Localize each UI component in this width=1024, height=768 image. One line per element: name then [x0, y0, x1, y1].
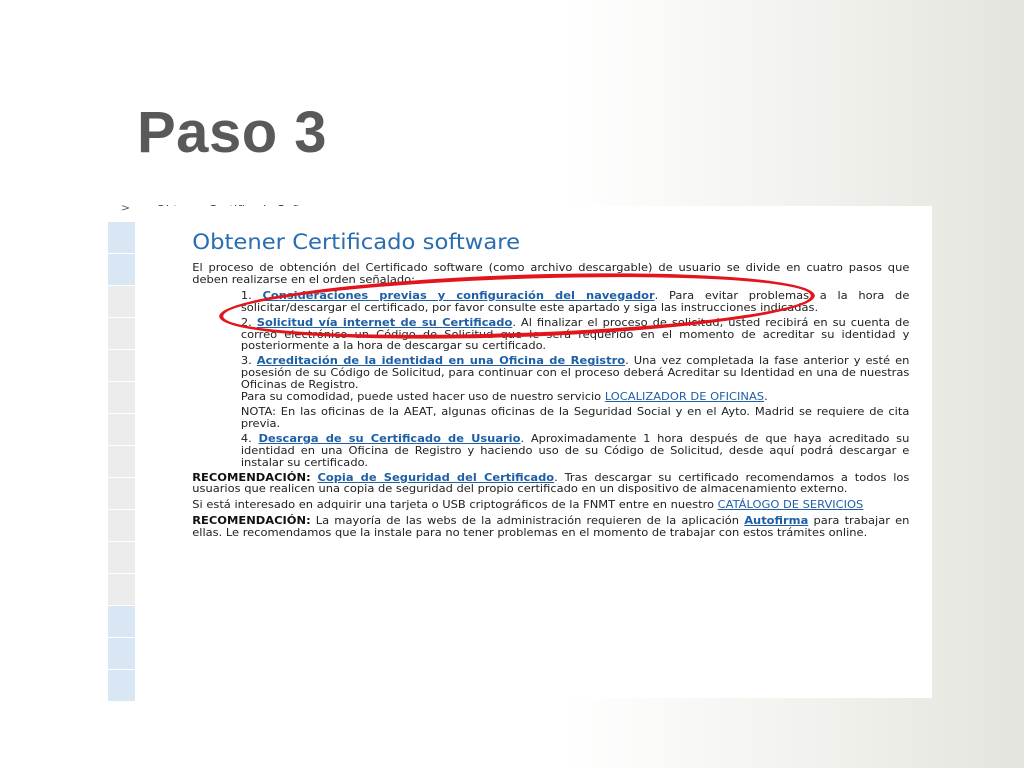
side-menu-item[interactable] — [108, 446, 135, 478]
side-menu-item[interactable] — [108, 382, 135, 414]
step-text: . Una vez completada la fase anterior y esté en posesión de su Código de Solicitud, para continuar con el proceso deberá Acreditar su Identidad en una de nuestras Oficinas de Registro. — [240, 355, 910, 392]
content-body — [192, 263, 909, 544]
side-menu-item[interactable] — [108, 510, 135, 542]
localizador-link[interactable]: LOCALIZADOR DE OFICINAS — [604, 391, 765, 404]
slide-title: Paso 3 — [137, 100, 327, 165]
step-number: 3. — [240, 355, 252, 368]
step-3 — [241, 356, 910, 392]
side-menu-item[interactable] — [108, 254, 135, 286]
tarjeta-text — [192, 500, 909, 512]
side-menu-item[interactable] — [108, 286, 135, 318]
side-menu-item[interactable] — [108, 606, 135, 638]
recommendation-backup — [192, 473, 909, 497]
step-text: . Aproximadamente 1 hora después de que haya acreditado su identidad en una Oficina de Registro y haciendo uso de su Código de Solicitud, desde aquí podrá descargar e instalar su certificado. — [240, 432, 910, 469]
step-1 — [241, 291, 910, 315]
side-menu — [108, 222, 135, 698]
main-content — [135, 206, 932, 698]
comodidad-text — [241, 392, 910, 404]
website-screenshot — [108, 198, 998, 698]
autofirma-link[interactable]: Autofirma — [744, 515, 809, 528]
step-3-link[interactable]: Acreditación de la identidad en una Oficina de Registro — [256, 355, 626, 368]
step-text: . Al finalizar el proceso de solicitud, usted recibirá en su cuenta de correo electrónico un Código de Solicitud que le será requerido en el momento de acreditar su identidad y posteriormente a la hora de descargar su certificado. — [240, 316, 910, 353]
step-1-link[interactable]: Consideraciones previas y configuración del navegador — [262, 289, 655, 302]
recommendation-label: RECOMENDACIÓN: — [192, 515, 311, 528]
recommendation-autofirma — [192, 516, 909, 540]
recommendation-text-end: para trabajar en ellas. Le recomendamos que la instale para no tener problemas en el momento de trabajar con estos trámites online. — [192, 515, 910, 540]
step-2 — [241, 318, 910, 354]
side-menu-item[interactable] — [108, 638, 135, 670]
step-number: 1. — [240, 289, 252, 302]
step-4-link[interactable]: Descarga de su Certificado de Usuario — [258, 432, 521, 445]
page-heading: Obtener Certificado software — [192, 230, 521, 254]
step-4 — [241, 434, 910, 470]
breadcrumb-separator: > — [120, 203, 131, 214]
backup-link[interactable]: Copia de Seguridad del Certificado — [317, 471, 555, 484]
comodidad-end: . — [764, 391, 768, 404]
nota-text: NOTA: En las oficinas de la AEAT, algunas oficinas de la Seguridad Social y en el Ayto. Madrid se requiere de cita previa. — [240, 405, 910, 430]
side-menu-item[interactable] — [108, 350, 135, 382]
recommendation-text: La mayoría de las webs de la administración requieren de la aplicación — [310, 515, 745, 528]
step-number: 2. — [240, 316, 252, 329]
side-menu-item[interactable] — [108, 542, 135, 574]
side-menu-item[interactable] — [108, 478, 135, 510]
tarjeta-label: Si está interesado en adquirir una tarjeta o USB criptográficos de la FNMT entre en nuestro — [192, 499, 718, 512]
side-menu-item[interactable] — [108, 414, 135, 446]
step-number: 4. — [240, 432, 252, 445]
side-menu-item[interactable] — [108, 318, 135, 350]
intro-text: El proceso de obtención del Certificado software (como archivo descargable) de usuario se divide en cuatro pasos que deben realizarse en el orden señalado: — [192, 262, 910, 286]
side-menu-item[interactable] — [108, 222, 135, 254]
recommendation-text: . Tras descargar su certificado recomendamos a todos los usuarios que realicen una copia de seguridad del propio certificado en un dispositivo de almacenamiento externo. — [192, 471, 910, 496]
recommendation-label: RECOMENDACIÓN: — [192, 471, 311, 484]
step-text: . Para evitar problemas a la hora de solicitar/descargar el certificado, por favor consulte este apartado y siga las instrucciones indicadas. — [240, 289, 910, 314]
catalogo-link[interactable]: CATÁLOGO DE SERVICIOS — [717, 499, 864, 512]
step-2-link[interactable]: Solicitud vía internet de su Certificado — [256, 316, 513, 329]
side-menu-item[interactable] — [108, 574, 135, 606]
comodidad-label: Para su comodidad, puede usted hacer uso de nuestro servicio — [240, 391, 605, 404]
side-menu-item[interactable] — [108, 670, 135, 702]
